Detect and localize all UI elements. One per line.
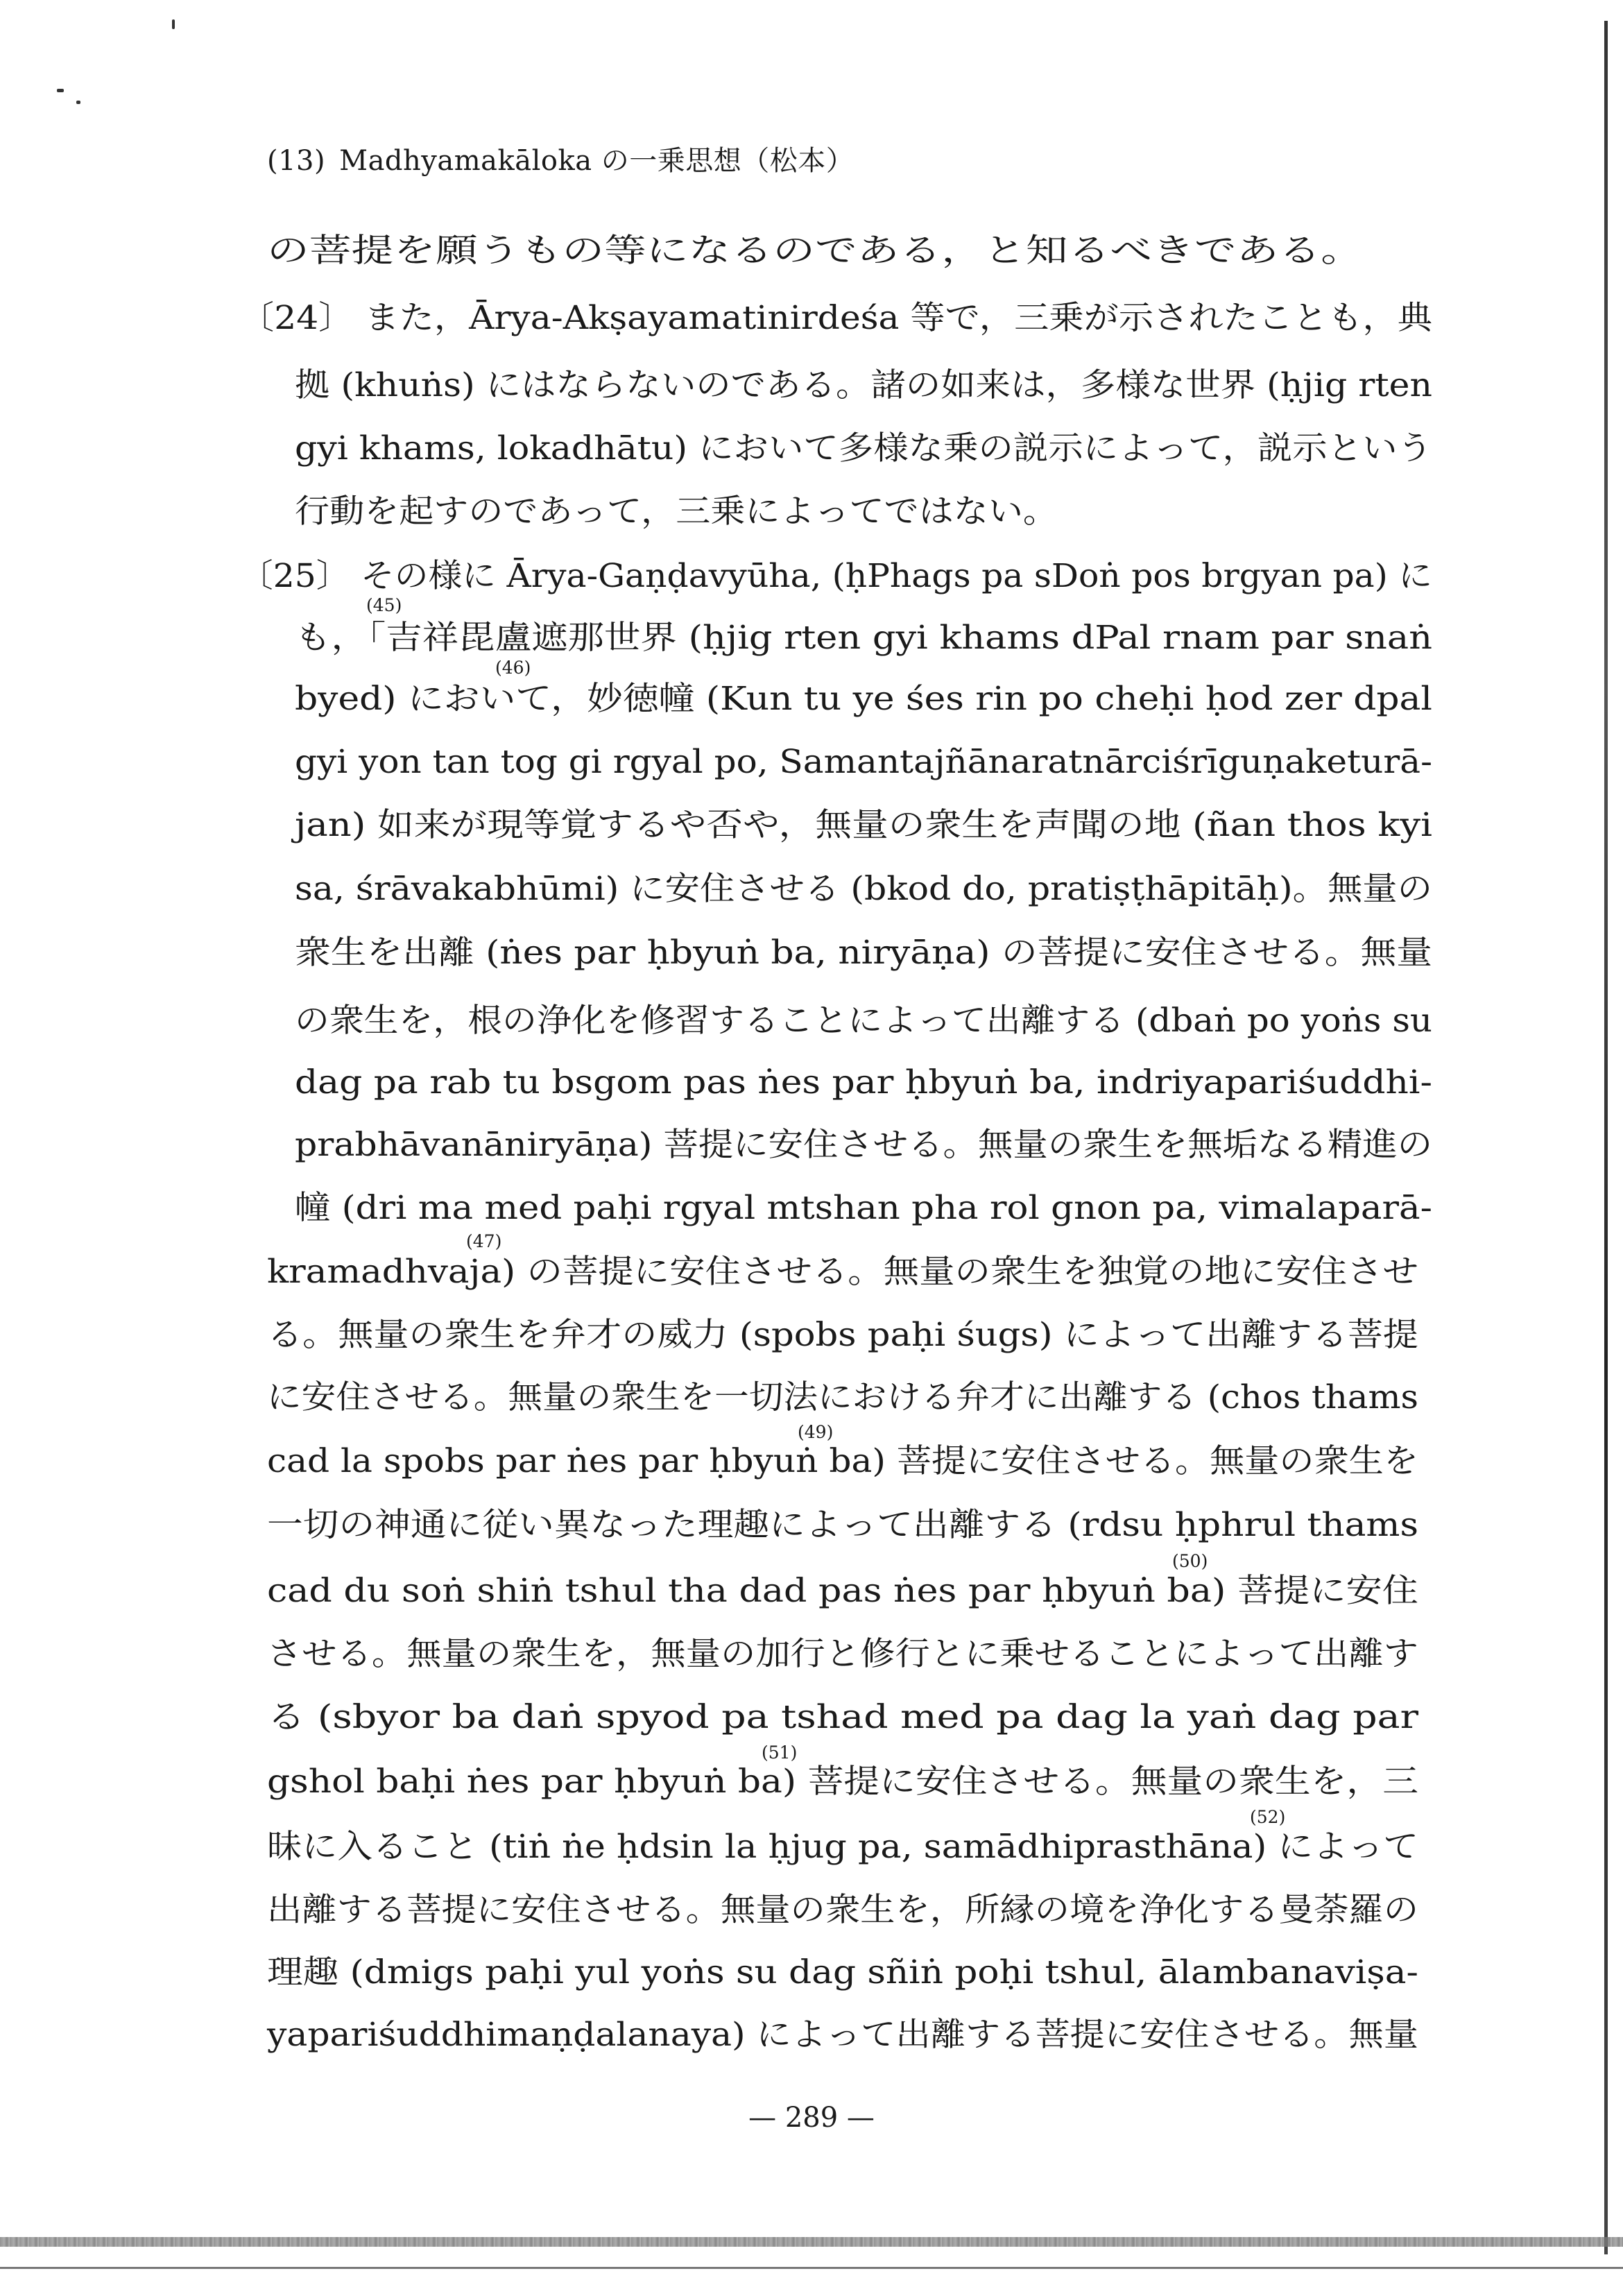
text-line: 理趣 (dmigs paḥi yul yoṅs su dag sñiṅ poḥi tshul, ālambanaviṣa-: [267, 1953, 1418, 1991]
text-line: る (sbyor ba daṅ spyod pa tshad med pa dag la yaṅ dag par: [267, 1698, 1418, 1736]
text-line: る。無量の衆生を弁才の威力 (spobs paḥi śugs) によって出離する菩提: [267, 1316, 1418, 1354]
text-line: cad la spobs par ṅes par ḥbyuṅ ba) 菩提に安住させる。無量の衆生を: [267, 1442, 1418, 1480]
text-line: 拠 (khuṅs) にはならないのである。諸の如来は，多様な世界 (ḥjig rten: [295, 366, 1432, 404]
scan-speck: [57, 89, 64, 92]
text-line: sa, śrāvakabhūmi) に安住させる (bkod do, pratiṣṭhāpitāḥ)。無量の: [295, 870, 1432, 908]
text-line: 昧に入ること (tiṅ ṅe ḥdsin la ḥjug pa, samādhiprasthāna) によって: [267, 1828, 1418, 1866]
text-line: gshol baḥi ṅes par ḥbyuṅ ba) 菩提に安住させる。無量の衆生を，三: [267, 1763, 1419, 1801]
text-line: の衆生を，根の浄化を修習することによって出離する (dbaṅ po yoṅs su: [295, 1002, 1432, 1040]
text-line: 一切の神通に従い異なった理趣によって出離する (rdsu ḥphrul thams: [267, 1506, 1418, 1544]
text-line: 出離する菩提に安住させる。無量の衆生を，所縁の境を浄化する曼荼羅の: [267, 1891, 1418, 1929]
text-line: byed) において，妙徳幢 (Kun tu ye śes rin po cheḥi ḥod zer dpal: [295, 680, 1432, 718]
text-line: 幢 (dri ma med paḥi rgyal mtshan pha rol gnon pa, vimalaparā-: [295, 1189, 1432, 1227]
scan-speck: [76, 101, 80, 104]
scan-edge-line: [1604, 21, 1608, 2254]
scan-speck: [172, 19, 175, 29]
footnote-marker: (51): [762, 1742, 798, 1763]
text-line: 行動を起すのであって，三乗によってではない。: [295, 492, 1058, 531]
text-line: dag pa rab tu bsgom pas ṅes par ḥbyuṅ ba, indriyapariśuddhi-: [295, 1063, 1432, 1102]
paragraph-24-first-line: 〔24〕 また，Ārya-Akṣayamatinirdeśa 等で，三乗が示されたことも，典: [239, 299, 1432, 337]
footnote-marker: (49): [798, 1422, 834, 1442]
scan-bottom-band: [0, 2237, 1623, 2247]
footnote-marker: (52): [1250, 1807, 1286, 1827]
page-number: — 289 —: [748, 2102, 875, 2134]
running-title: Madhyamakāloka の一乗思想（松本）: [339, 145, 855, 177]
text-line: prabhāvanāniryāṇa) 菩提に安住させる。無量の衆生を無垢なる精進の: [295, 1126, 1432, 1164]
text-line: jan) 如来が現等覚するや否や，無量の衆生を声聞の地 (ñan thos kyi: [295, 806, 1432, 844]
chapter-number: (13): [267, 145, 326, 177]
text-line: gyi khams, lokadhātu) において多様な乗の説示によって，説示という: [295, 429, 1432, 468]
text-line: させる。無量の衆生を，無量の加行と修行とに乗せることによって出離す: [267, 1635, 1418, 1673]
text-line: に安住させる。無量の衆生を一切法における弁才に出離する (chos thams: [267, 1378, 1418, 1416]
footnote-marker: (47): [466, 1231, 502, 1251]
text-line: cad du soṅ shiṅ tshul tha dad pas ṅes par ḥbyuṅ ba) 菩提に安住: [267, 1572, 1418, 1610]
scan-bottom-line: [0, 2267, 1623, 2269]
text-line: も，「吉祥毘盧遮那世界 (ḥjig rten gyi khams dPal rnam par snaṅ: [295, 619, 1432, 657]
footnote-marker: (50): [1172, 1551, 1208, 1571]
footnote-marker: (46): [495, 658, 531, 678]
text-line: 衆生を出離 (ṅes par ḥbyuṅ ba, niryāṇa) の菩提に安住させる。無量: [295, 934, 1432, 972]
running-header: [267, 139, 854, 178]
text-line: gyi yon tan tog gi rgyal po, Samantajñānaratnārciśrīguṇaketurā-: [295, 743, 1432, 781]
text-line: の菩提を願うもの等になるのである，と知るべきである。: [267, 232, 1363, 270]
footnote-marker: (45): [366, 595, 402, 615]
paragraph-25-first-line: 〔25〕 その様に Ārya-Gaṇḍavyūha, (ḥPhags pa sDoṅ pos brgyan pa) に: [239, 557, 1432, 595]
text-line: yapariśuddhimaṇḍalanaya) によって出離する菩提に安住させる。無量: [267, 2016, 1418, 2054]
text-line: kramadhvaja) の菩提に安住させる。無量の衆生を独覚の地に安住させ: [267, 1253, 1418, 1291]
